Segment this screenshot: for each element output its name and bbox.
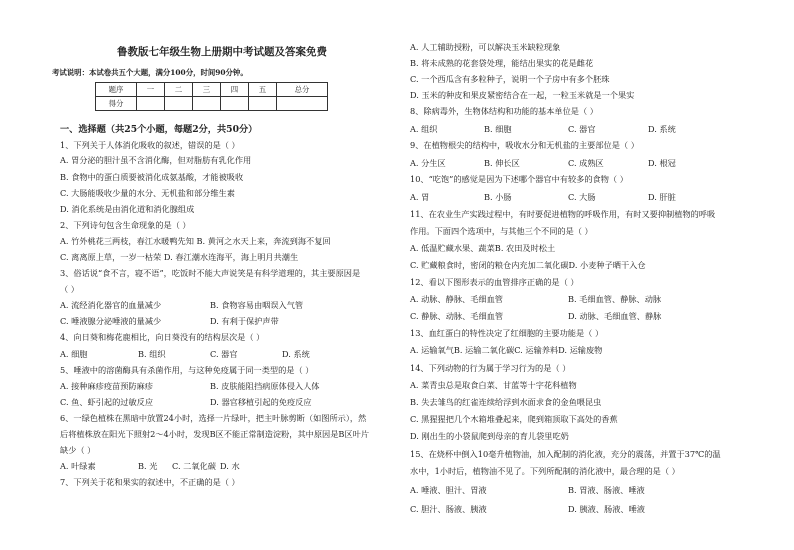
option-text: A. 组织 <box>410 124 438 134</box>
question-text: 15、在烧杯中倒入10毫升植物油，加入配制的消化液，充分的震荡，并置于37℃的温 <box>410 449 721 459</box>
option-text: A. 低温贮藏水果、蔬菜B. 农田及时松土 <box>410 243 556 253</box>
score-cell: 二 <box>165 83 193 97</box>
score-entry[interactable] <box>137 97 165 111</box>
question-text: 缺少（ ） <box>60 445 96 455</box>
option-text: A. 流经消化器官的血量减少 <box>60 300 162 310</box>
question-text: 1、下列关于人体消化吸收的叙述，错误的是（ ） <box>60 140 240 150</box>
option-text: D. 有利于保护声带 <box>210 316 279 326</box>
option-text: C. 离离原上草，一岁一枯荣 D. 春江潮水连海平，海上明月共潮生 <box>60 252 299 262</box>
option-text: C. 胆汁、肠液、胰液 <box>410 504 487 514</box>
option-text: C. 一个西瓜含有多粒种子，说明一个子房中有多个胚珠 <box>410 74 610 84</box>
score-cell: 五 <box>249 83 277 97</box>
option-text: A. 胃分泌的胆汁虽不含消化酶，但对脂肪有乳化作用 <box>60 155 252 165</box>
option-text: A. 接种麻疹疫苗预防麻疹 <box>60 381 153 391</box>
notice-text: 本试卷共五个大题，满分100分，时间90分钟。 <box>88 68 248 77</box>
score-table-score-row <box>96 97 328 111</box>
option-text: B. 食物中的蛋白质要被消化成氨基酸，才能被吸收 <box>60 172 244 182</box>
notice-label: 考试说明： <box>52 68 89 77</box>
question-text: 7、下列关于花和果实的叙述中，不正确的是（ ） <box>60 477 240 487</box>
question-text: 9、在植物根尖的结构中，吸收水分和无机盐的主要部位是（ ） <box>410 140 639 150</box>
option-text: B. 食物容易由咽误入气管 <box>210 300 304 310</box>
score-cell: 一 <box>137 83 165 97</box>
option-text: B. 伸长区 <box>484 158 520 168</box>
question-text: 水中，1小时后，植物油不见了。下列所配制的消化液中，最合理的是（ ） <box>410 466 680 476</box>
section-heading: 一、选择题（共25个小题，每题2分，共50分） <box>60 124 258 135</box>
option-text: C. 唾液腺分泌唾液的量减少 <box>60 316 162 326</box>
option-text: D. 系统 <box>282 349 310 359</box>
option-text: A. 分生区 <box>410 158 446 168</box>
option-text: D. 器官移植引起的免疫反应 <box>210 397 312 407</box>
option-text: C. 鱼、虾引起的过敏反应 <box>60 397 154 407</box>
option-text: C. 成熟区 <box>568 158 604 168</box>
option-text: C. 贮藏粮食时，密闭的粮仓内充加二氧化碳D. 小麦种子晒干入仓 <box>410 260 646 270</box>
option-text: C. 器官 <box>210 349 238 359</box>
option-text: B. 皮肤能阻挡病原体侵入人体 <box>210 381 320 391</box>
score-cell: 三 <box>193 83 221 97</box>
option-text: A. 细胞 <box>60 349 88 359</box>
option-text: A. 竹外桃花三两枝，春江水暖鸭先知 B. 黄河之水天上来，奔流到海不复回 <box>60 236 331 246</box>
score-cell: 四 <box>221 83 249 97</box>
answer-blank: （ ） <box>60 284 79 294</box>
option-text: A. 叶绿素 <box>60 461 96 471</box>
question-text: 作用。下面四个选项中，与其他三个不同的是（ ） <box>410 226 593 236</box>
question-text: 后将植株放在阳光下照射2～4小时，发现B区不能正常制造淀粉，其中原因是B区叶片 <box>60 429 370 439</box>
score-cell: 得分 <box>96 97 137 111</box>
score-cell: 总分 <box>277 83 328 97</box>
score-entry[interactable] <box>165 97 193 111</box>
question-text: 10、“吃饱”的感觉是因为下述哪个器官中有较多的食物（ ） <box>410 174 628 184</box>
option-text: B. 胃液、肠液、唾液 <box>568 485 645 495</box>
score-entry[interactable] <box>221 97 249 111</box>
score-entry[interactable] <box>249 97 277 111</box>
score-table <box>95 82 328 111</box>
option-text: D. 根冠 <box>648 158 676 168</box>
option-text: A. 菜青虫总是取食白菜、甘蓝等十字花科植物 <box>410 380 577 390</box>
score-cell: 题序 <box>96 83 137 97</box>
exam-notice <box>52 67 248 78</box>
option-text: B. 组织 <box>138 349 166 359</box>
option-text: A. 人工辅助授粉，可以解决玉米缺粒现象 <box>410 42 561 52</box>
question-text: 8、除病毒外，生物体结构和功能的基本单位是（ ） <box>410 106 598 116</box>
option-text: A. 唾液、胆汁、胃液 <box>410 485 487 495</box>
question-text: 6、一绿色植株在黑暗中放置24小时，选择一片绿叶，把主叶脉剪断（如图所示），然 <box>60 413 367 423</box>
question-text: 12、看以下图形表示的血管排序正确的是（ ） <box>410 277 579 287</box>
option-text: D. 消化系统是由消化道和消化腺组成 <box>60 204 195 214</box>
option-text: C. 黑猩猩把几个木箱堆叠起来，爬到箱顶取下高处的香蕉 <box>410 414 618 424</box>
question-text: 14、下列动物的行为属于学习行为的是（ ） <box>410 363 571 373</box>
option-text: C. 二氧化碳 <box>172 461 216 471</box>
option-text: C. 静脉、动脉、毛细血管 <box>410 311 504 321</box>
option-text: C. 器官 <box>568 124 596 134</box>
option-text: B. 小肠 <box>484 192 512 202</box>
option-text: B. 毛细血管、静脉、动脉 <box>568 294 662 304</box>
option-text: D. 肝脏 <box>648 192 676 202</box>
score-entry[interactable] <box>277 97 328 111</box>
option-text: D. 动脉、毛细血管、静脉 <box>568 311 662 321</box>
score-entry[interactable] <box>193 97 221 111</box>
option-text: B. 失去雏鸟的红雀连续给浮到水面求食的金鱼喂昆虫 <box>410 397 602 407</box>
option-text: A. 动脉、静脉、毛细血管 <box>410 294 503 304</box>
option-text: B. 细胞 <box>484 124 512 134</box>
page-title: 鲁教版七年级生物上册期中考试题及答案免费 <box>117 46 327 58</box>
option-text: A. 运输氧气B. 运输二氧化碳C. 运输养料D. 运输废物 <box>410 345 603 355</box>
option-text: B. 将未成熟的花套袋处理，能结出果实的花是雌花 <box>410 58 594 68</box>
option-text: A. 胃 <box>410 192 430 202</box>
question-text: 2、下列诗句包含生命现象的是（ ） <box>60 220 191 230</box>
option-text: D. 系统 <box>648 124 676 134</box>
option-text: D. 刚出生的小袋鼠爬到母亲的育儿袋里吃奶 <box>410 431 569 441</box>
option-text: D. 胰液、肠液、唾液 <box>568 504 645 514</box>
option-text: D. 水 <box>220 461 240 471</box>
option-text: C. 大肠能吸收少量的水分、无机盐和部分维生素 <box>60 188 235 198</box>
option-text: B. 光 <box>138 461 158 471</box>
question-text: 11、在农业生产实践过程中，有时要促进植物的呼吸作用，有时又要抑制植物的呼吸 <box>410 209 716 219</box>
question-text: 4、向日葵和梅花鹿相比，向日葵没有的结构层次是（ ） <box>60 332 265 342</box>
option-text: D. 玉米的种皮和果皮紧密结合在一起，一粒玉米就是一个果实 <box>410 90 635 100</box>
question-text: 3、俗话说“食不言，寝不语”，吃饭时不能大声说笑是有科学道理的，其主要原因是 <box>60 268 361 278</box>
question-text: 13、血红蛋白的特性决定了红细胞的主要功能是（ ） <box>410 328 604 338</box>
score-table-header-row <box>96 83 328 97</box>
question-text: 5、唾液中的溶菌酶具有杀菌作用，与这种免疫属于同一类型的是（ ） <box>60 365 314 375</box>
option-text: C. 大肠 <box>568 192 596 202</box>
